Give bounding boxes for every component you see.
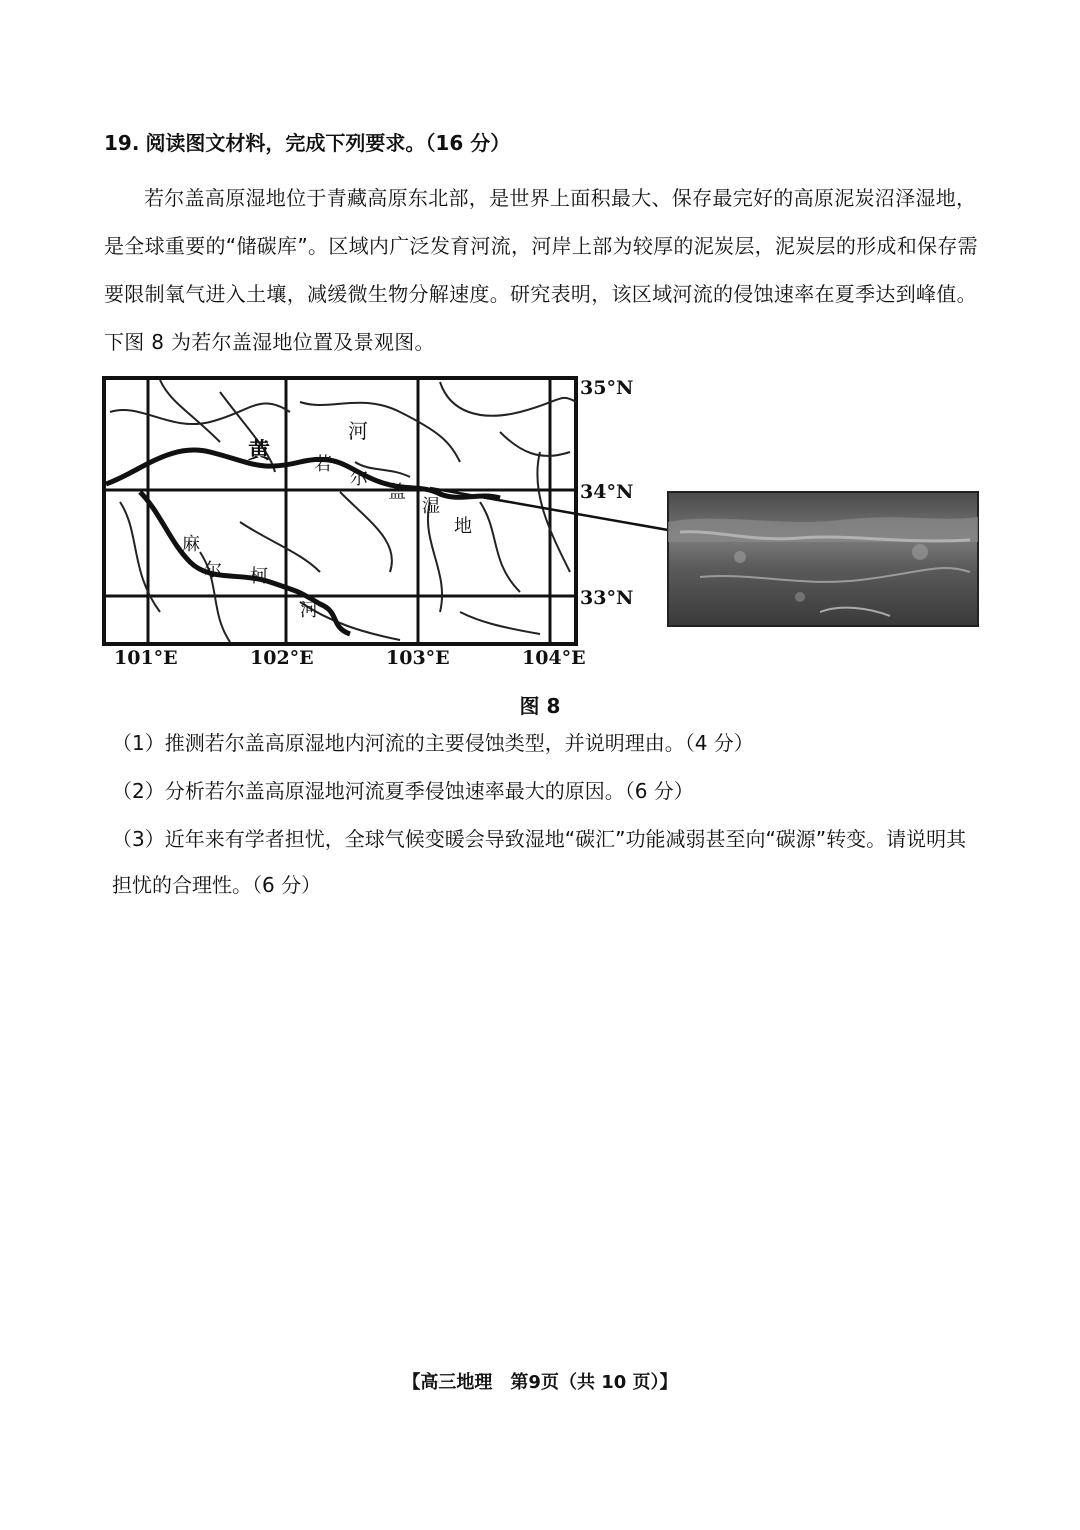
- map-frame: [104, 378, 576, 644]
- lon-label-104: 104°E: [522, 647, 586, 669]
- figure-caption: 图 8: [519, 694, 561, 718]
- label-di: 地: [454, 516, 472, 537]
- figure-8: [100, 372, 1000, 672]
- latitude-labels: [580, 377, 633, 609]
- label-gai: 盖: [388, 482, 406, 503]
- label-he-top: 河: [348, 419, 368, 443]
- label-ma: 麻: [182, 534, 200, 555]
- lat-label-35: 35°N: [580, 377, 634, 399]
- sub-question-2: （2）分析若尔盖高原湿地河流夏季侵蚀速率最大的原因。（6 分）: [112, 779, 694, 803]
- label-huang: 黄: [248, 438, 271, 464]
- label-er2: 尔: [204, 560, 222, 581]
- longitude-labels: [114, 647, 586, 669]
- lat-label-33: 33°N: [580, 587, 634, 609]
- label-er: 尔: [350, 468, 368, 489]
- question-instruction: 阅读图文材料，完成下列要求。（16 分）: [145, 131, 511, 155]
- question-passage: 若尔盖高原湿地位于青藏高原东北部，是世界上面积最大、保存最完好的高原泥炭沼泽湿地，是全球重要的“储碳库”。区域内广泛发育河流，河岸上部为较厚的泥炭层，泥炭层的形成和保存需要限制氧气进入土壤，减缓微生物分解速度。研究表明，该区域河流的侵蚀速率在夏季达到峰值。下图 8 为若尔盖湿地位置及景观图。: [104, 186, 978, 354]
- sub-question-3: （3）近年来有学者担忧，全球气候变暖会导致湿地“碳汇”功能减弱甚至向“碳源”转变。请说明其担忧的合理性。（6 分）: [112, 827, 967, 897]
- landscape-photo: [668, 492, 978, 626]
- lon-label-101: 101°E: [114, 647, 178, 669]
- question-header: [104, 128, 510, 158]
- label-shi: 湿: [422, 496, 440, 517]
- sub-question-1: （1）推测若尔盖高原湿地内河流的主要侵蚀类型，并说明理由。（4 分）: [112, 731, 754, 755]
- lat-label-34: 34°N: [580, 481, 634, 503]
- label-ruo: 若: [314, 454, 332, 475]
- label-he-bottom: 河: [300, 600, 318, 621]
- page-footer: 【高三地理 第9页（共 10 页）】: [402, 1372, 678, 1393]
- lon-label-102: 102°E: [250, 647, 314, 669]
- label-ke: 柯: [250, 566, 268, 587]
- question-number: 19.: [104, 131, 140, 155]
- map-svg: [100, 372, 1000, 672]
- lon-label-103: 103°E: [386, 647, 450, 669]
